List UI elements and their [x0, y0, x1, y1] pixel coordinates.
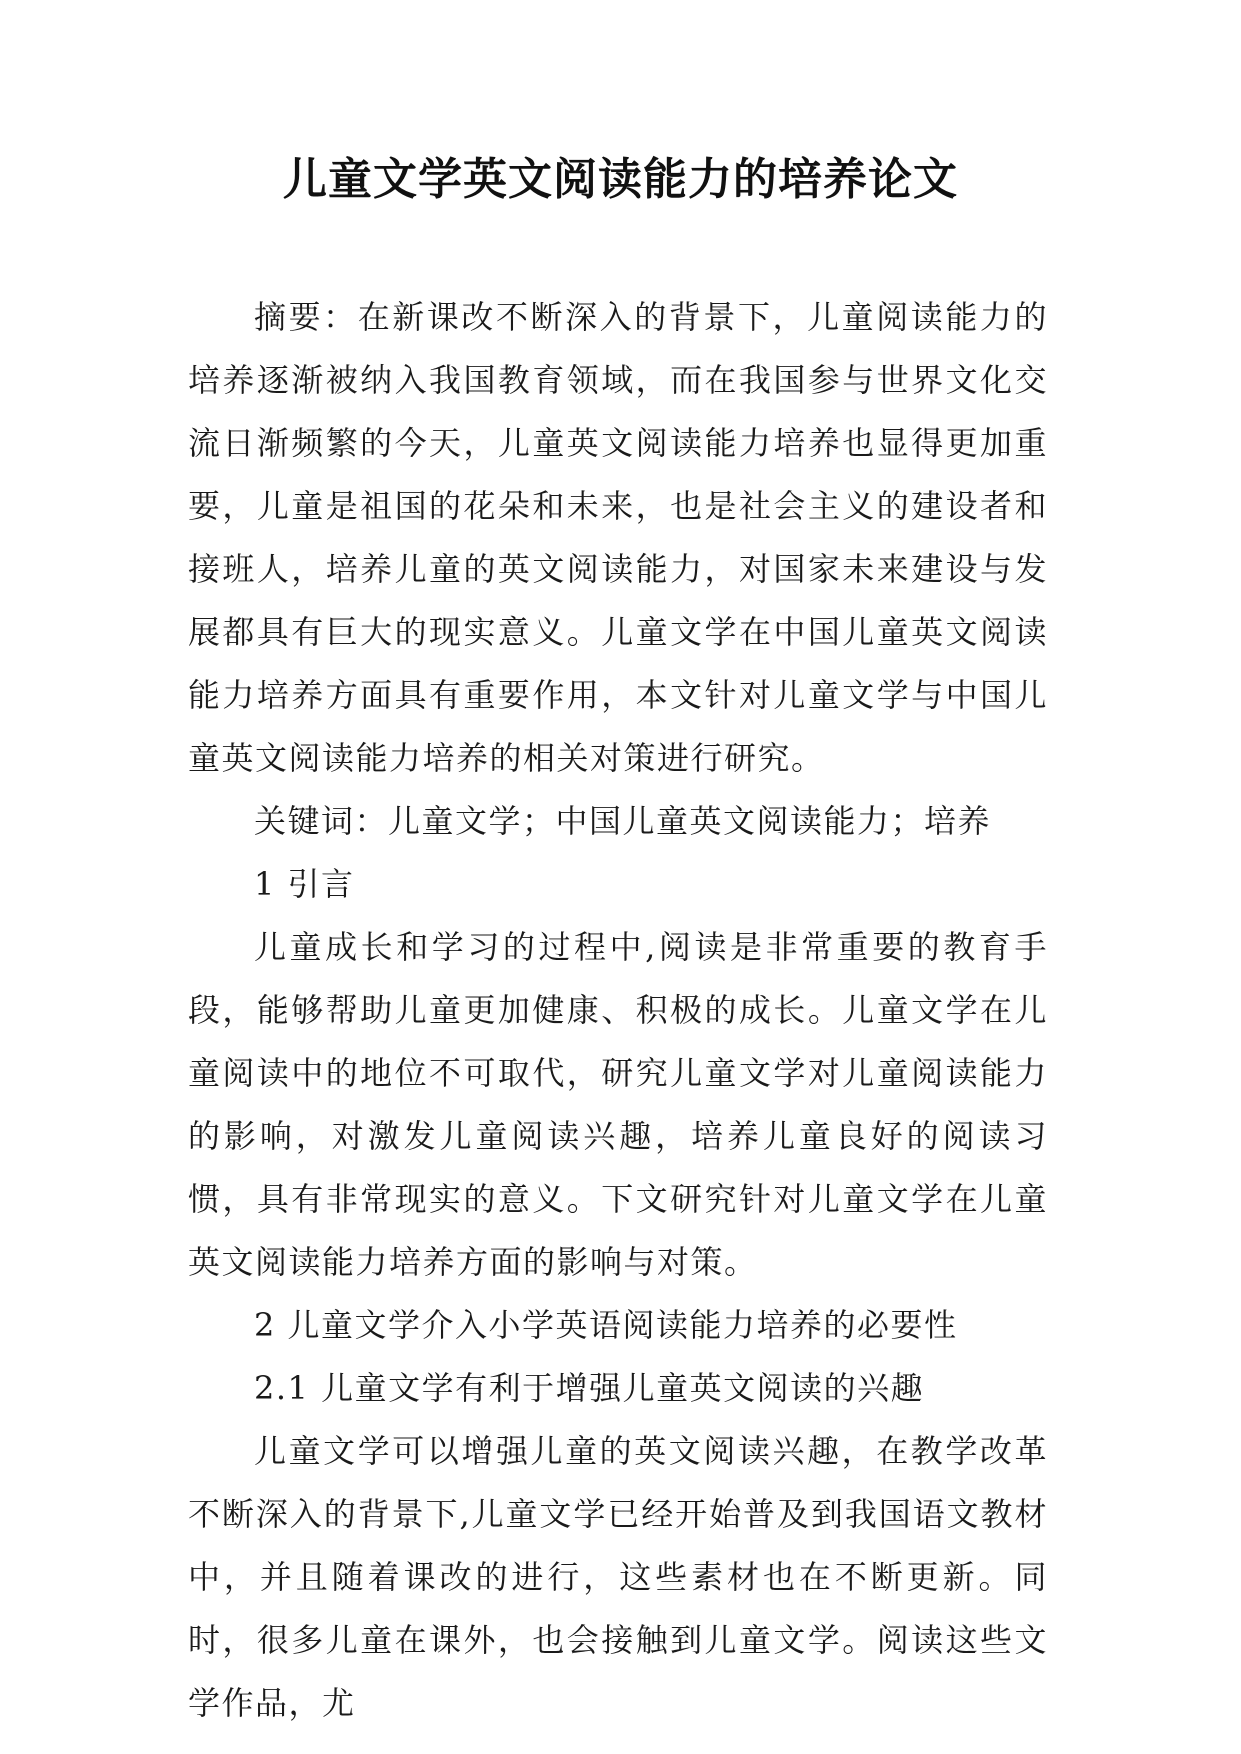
- abstract-paragraph: 摘要：在新课改不断深入的背景下，儿童阅读能力的培养逐渐被纳入我国教育领域，而在我国参与世界文化交流日渐频繁的今天，儿童英文阅读能力培养也显得更加重要，儿童是祖国的花朵和未来，也是社会主义的建设者和接班人，培养儿童的英文阅读能力，对国家未来建设与发展都具有巨大的现实意义。儿童文学在中国儿童英文阅读能力培养方面具有重要作用，本文针对儿童文学与中国儿童英文阅读能力培养的相关对策进行研究。: [188, 298, 1048, 777]
- interest-paragraph: 儿童文学可以增强儿童的英文阅读兴趣，在教学改革不断深入的背景下,儿童文学已经开始普及到我国语文教材中，并且随着课改的进行，这些素材也在不断更新。同时，很多儿童在课外，也会接触到儿童文学。阅读这些文学作品，尤: [188, 1432, 1048, 1722]
- subsection-heading-interest: 2.1 儿童文学有利于增强儿童英文阅读的兴趣: [254, 1369, 925, 1407]
- keywords-paragraph: 关键词：儿童文学；中国儿童英文阅读能力；培养: [254, 802, 992, 840]
- introduction-paragraph: 儿童成长和学习的过程中,阅读是非常重要的教育手段，能够帮助儿童更加健康、积极的成长。儿童文学在儿童阅读中的地位不可取代，研究儿童文学对儿童阅读能力的影响，对激发儿童阅读兴趣，培养儿童良好的阅读习惯，具有非常现实的意义。下文研究针对儿童文学在儿童英文阅读能力培养方面的影响与对策。: [188, 928, 1048, 1281]
- document-body: [188, 286, 1048, 1735]
- section-heading-necessity: 2 儿童文学介入小学英语阅读能力培养的必要性: [254, 1306, 958, 1344]
- section-heading-introduction: 1 引言: [254, 865, 355, 903]
- document-title: 儿童文学英文阅读能力的培养论文: [283, 154, 958, 205]
